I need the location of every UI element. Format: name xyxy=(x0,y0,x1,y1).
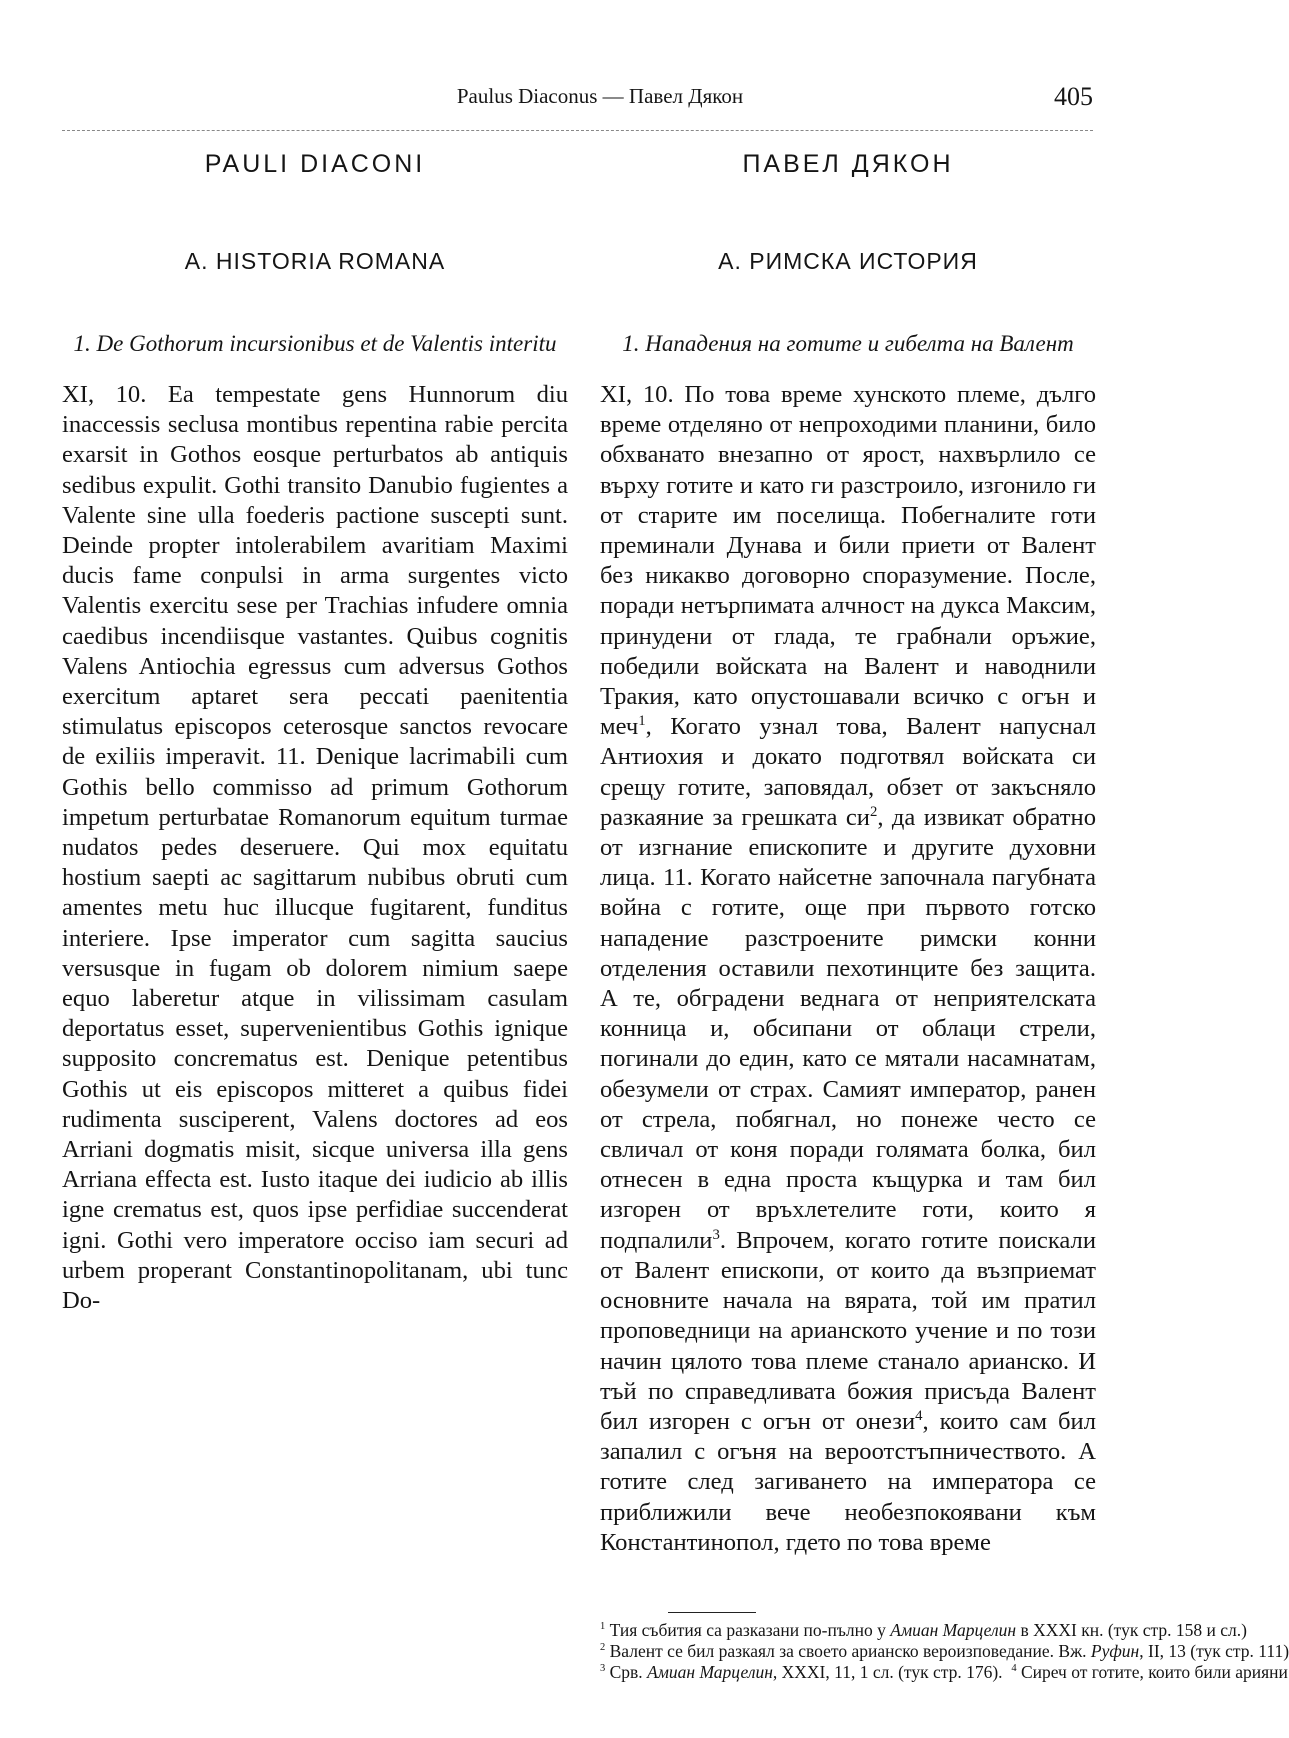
latin-body-text: XI, 10. Ea tempestate gens Hunnorum diu inaccessis seclusa montibus repentina rabie percita exarsit in Gothos eosque perturbatos ab antiquis sedibus expulit. Gothi transito Danubio fugientes a Valente sine ulla foederis pactione suscepti sunt. Deinde propter intolerabilem avaritiam Maximi ducis fame conpulsi in arma surgentes victo Valentis exercitu sese per Trachias infudere omnia caedibus incendiisque vastantes. Quibus cognitis Valens Antiochia egressus cum adversus Gothos exercitum aptaret sera peccati paenitentia stimulatus episcopos ceterosque sanctos revocare de exiliis imperavit. 11. Denique lacrimabili cum Gothis bello commisso ad primum Gothorum impetum perturbatae Romanorum equitum turmae nudatos pedes deseruere. Qui mox equitatu hostium saepti ac sagittarum nubibus obruti cum amentes metu huc illucque fugitarent, funditus interiere. Ipse imperator cum sagitta saucius versusque in fugam ob dolorem nimium saepe equo laberetur atque in vilissimam casulam deportatus esset, supervenientibus Gothis ignique supposito concrematus est. Denique petentibus Gothis ut eis episcopos mitteret a quibus fidei rudimenta susciperent, Valens doctores ad eos Arriani dogmatis misit, sicque universa illa gens Arriana effecta est. Iusto itaque dei iudicio ab illis igne crematus est, quos ipse perfidiae succenderat igni. Gothi vero imperatore occiso iam securi ad urbem properant Constantinopolitanam, ubi tunc Do- xyxy=(62,381,568,1315)
bulgarian-section-heading: А. РИМСКА ИСТОРИЯ xyxy=(718,248,978,274)
footnote-text: в XXXI кн. (тук стр. 158 и сл.) xyxy=(1016,1620,1247,1640)
latin-section-heading: A. HISTORIA ROMANA xyxy=(184,248,446,274)
footnote-text: Сиреч от готите, които били арияни xyxy=(1016,1662,1288,1682)
footnote-text: , II, 13 (тук стр. 111) xyxy=(1139,1641,1289,1661)
footnote-text: , XXXI, 11, 1 сл. (тук стр. 176). xyxy=(772,1662,1003,1682)
footnote-reference[interactable]: 1 xyxy=(638,713,646,730)
footnote-number: 4 xyxy=(1011,1663,1017,1675)
latin-column xyxy=(62,150,568,1316)
body-text-segment: . Впрочем, когато готите поискали от Валент епископи, от които да възприемат основните начала на вярата, той им пратил проповедници на арианското учение и по този начин цялото това племе станало арианско. И тъй по справедливата божия присъда Валент бил изгорен с огън от онези xyxy=(600,1226,1096,1435)
bulgarian-column xyxy=(600,150,1096,1558)
footnote-1 xyxy=(600,1620,1247,1641)
running-header xyxy=(0,84,1200,124)
page-number: 405 xyxy=(1054,82,1093,111)
running-title: Paulus Diaconus — Павел Дякон xyxy=(456,84,744,108)
bulgarian-author-heading: ПАВЕЛ ДЯКОН xyxy=(742,150,954,178)
footnotes xyxy=(600,1620,1289,1683)
latin-author-heading: PAULI DIACONI xyxy=(204,150,426,178)
latin-chapter-title: 1. De Gothorum incursionibus et de Valentis interitu xyxy=(73,331,557,356)
footnote-number: 1 xyxy=(600,1621,606,1633)
footnote-number: 2 xyxy=(600,1642,606,1654)
footnote-text: Тия събития са разказани по-пълно у xyxy=(605,1620,891,1640)
footnote-text: Срв. xyxy=(605,1662,648,1682)
body-text-segment: , които сам бил запалил с огъня на вероотстъпничеството. А готите след загиването на императора се приближили вече необезпокоявани към Константинопол, гдето по това време xyxy=(600,1407,1096,1556)
footnote-author: Руфин xyxy=(1090,1641,1140,1661)
footnote-text: Валент се бил разкаял за своето арианско вероизповедание. Вж. xyxy=(605,1641,1091,1661)
footnote-number: 3 xyxy=(600,1663,606,1675)
footnote-2 xyxy=(600,1641,1289,1662)
footnote-author: Амиан Марцелин xyxy=(890,1620,1017,1640)
footnote-rule xyxy=(668,1612,756,1613)
header-rule xyxy=(62,130,1093,131)
bulgarian-chapter-title: 1. Нападения на готите и гибелта на Валент xyxy=(622,331,1074,356)
body-text-segment: , да извикат обратно от изгнание епископите и другите духовни лица. 11. Когато найсетне започнала пагубната война с готите, още при първото готско нападение разстроените римски конни отделения оставили пехотинците без защита. А те, обградени веднага от неприятелската конница и, обсипани от облаци стрели, погинали до един, като се мятали насамнатам, обезумели от страх. Самият император, ранен от стрела, побягнал, но понеже често се свличал от коня поради голямата болка, бил отнесен в една проста къщурка и там бил изгорен от връхлетелите готи, които я подпалили xyxy=(600,803,1096,1254)
body-text-segment: XI, 10. По това време хунското племе, дълго време отделяно от непроходими планини, било обхванато внезапно от ярост, нахвърлило се върху готите и като ги разстроило, изгонило ги от старите им поселища. Побегналите готи преминали Дунава и били приети от Валент без никакво договорно споразумение. После, поради нетърпимата алчност на дукса Максим, принудени от глада, те грабнали оръжие, победили войската на Валент и наводнили Тракия, като опустошавали всичко с огън и меч xyxy=(600,381,1096,741)
footnote-author: Амиан Марцелин xyxy=(647,1662,773,1682)
footnote-reference[interactable]: 2 xyxy=(869,803,878,820)
bulgarian-body-text xyxy=(600,380,1096,1558)
footnote-3-4 xyxy=(600,1662,1288,1683)
body-text-segment: , Когато узнал това, Валент напуснал Антиохия и докато подготвял войската си срещу готите, заповядал, обзет от закъсняло разкаяние за грешката си xyxy=(600,713,1096,831)
footnote-reference[interactable]: 3 xyxy=(712,1226,720,1243)
footnote-reference[interactable]: 4 xyxy=(915,1407,923,1424)
